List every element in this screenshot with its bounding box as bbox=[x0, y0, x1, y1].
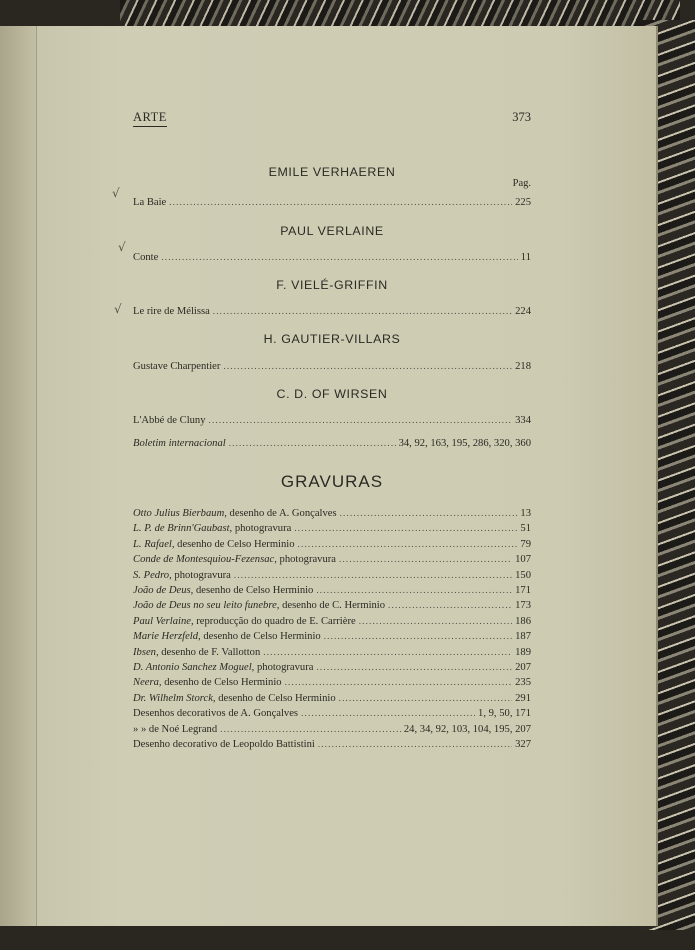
pencil-check-mark: √ bbox=[118, 240, 126, 254]
gravura-description: desenho de C. Herminio bbox=[279, 600, 386, 612]
gravura-entry bbox=[133, 552, 531, 567]
gravura-description: photogravura bbox=[276, 554, 337, 566]
gravura-entry bbox=[133, 537, 531, 552]
gravura-entry bbox=[133, 737, 531, 752]
gravura-description: desenho de Celso Herminio bbox=[215, 692, 336, 704]
gravura-subject: D. Antonio Sanchez Moguel, bbox=[133, 662, 255, 673]
toc-entry bbox=[133, 250, 531, 264]
dot-leader bbox=[223, 359, 512, 373]
gravura-page: 235 bbox=[515, 677, 531, 689]
gravura-page: 150 bbox=[515, 569, 531, 581]
author-heading: H. GAUTIER-VILLARS bbox=[263, 332, 401, 346]
gravura-subject: L. P. de Brinn'Gaubast, bbox=[133, 523, 233, 535]
pencil-check-mark: √ bbox=[114, 302, 122, 316]
gravura-entry bbox=[133, 506, 531, 521]
gravura-entry bbox=[133, 583, 531, 598]
author-heading: PAUL VERLAINE bbox=[280, 224, 384, 238]
gravura-description: photogravura bbox=[171, 569, 231, 581]
gravura-page: 171 bbox=[515, 585, 531, 596]
gravura-entry bbox=[133, 629, 531, 644]
gravura-page: 189 bbox=[515, 646, 531, 658]
dot-leader bbox=[263, 645, 512, 660]
gravura-entry bbox=[133, 706, 531, 721]
gravura-description: » » de Noé Legrand bbox=[133, 723, 218, 735]
gravura-entry bbox=[133, 722, 531, 737]
dot-leader bbox=[301, 706, 475, 721]
entry-page: 224 bbox=[515, 306, 531, 317]
entry-title: L'Abbé de Cluny bbox=[133, 415, 206, 426]
entry-title: Boletim internacional bbox=[133, 438, 226, 449]
gravura-entry bbox=[133, 521, 531, 536]
gravura-page: 79 bbox=[520, 538, 531, 550]
gravura-page: 51 bbox=[520, 523, 531, 535]
pag-column-label: Pag. bbox=[512, 178, 531, 189]
gravura-description: photogravura bbox=[254, 662, 314, 673]
gravura-page: 1, 9, 50, 171 bbox=[478, 708, 531, 720]
gravura-subject: Neera, bbox=[133, 677, 162, 689]
entry-title: Le rire de Mélissa bbox=[133, 306, 210, 317]
gravura-entry bbox=[133, 645, 531, 660]
gravura-description: desenho de Celso Herminio bbox=[193, 585, 314, 596]
gravura-page: 291 bbox=[515, 692, 531, 704]
dot-leader bbox=[340, 506, 518, 521]
gravura-subject: João de Deus no seu leito funebre, bbox=[133, 600, 280, 612]
gravura-entry bbox=[133, 568, 531, 583]
gravura-entry bbox=[133, 660, 531, 675]
running-head bbox=[133, 110, 531, 128]
gravura-page: 13 bbox=[520, 508, 531, 519]
gravura-page: 207 bbox=[515, 662, 531, 673]
toc-entry bbox=[133, 359, 531, 373]
dot-leader bbox=[213, 304, 512, 318]
gravura-page: 107 bbox=[515, 554, 531, 566]
author-heading: EMILE VERHAEREN bbox=[268, 165, 396, 179]
gravura-description: reproducção do quadro de E. Carrière bbox=[193, 615, 356, 627]
toc-entry bbox=[133, 195, 531, 209]
gravura-entry bbox=[133, 691, 531, 706]
gravura-subject: João de Deus, bbox=[133, 585, 194, 596]
dot-leader bbox=[359, 614, 512, 629]
gravura-page: 187 bbox=[515, 631, 531, 643]
entry-title: Conte bbox=[133, 252, 159, 263]
running-head-title: ARTE bbox=[133, 110, 167, 127]
dot-leader bbox=[298, 537, 518, 552]
gravura-subject: Ibsen, bbox=[133, 646, 159, 658]
entry-page: 218 bbox=[515, 361, 531, 372]
dot-leader bbox=[339, 552, 512, 567]
gravura-page: 327 bbox=[515, 739, 531, 750]
gravura-description: desenho de Celso Herminio bbox=[161, 677, 282, 689]
gravura-description: photogravura bbox=[232, 523, 292, 535]
dot-leader bbox=[169, 195, 512, 209]
dot-leader bbox=[229, 436, 396, 450]
gravura-subject: Marie Herzfeld, bbox=[133, 631, 201, 643]
gravura-subject: Dr. Wilhelm Storck, bbox=[133, 692, 216, 704]
gravura-subject: Paul Verlaine, bbox=[133, 615, 194, 627]
dot-leader bbox=[209, 413, 513, 427]
author-heading: F. VIELÉ-GRIFFIN bbox=[276, 278, 388, 292]
dot-leader bbox=[324, 629, 512, 644]
gravura-entry bbox=[133, 675, 531, 690]
dot-leader bbox=[318, 737, 512, 752]
gravura-page: 186 bbox=[515, 615, 531, 627]
dot-leader bbox=[339, 691, 512, 706]
gravura-entry bbox=[133, 598, 531, 613]
dot-leader bbox=[285, 675, 513, 690]
gravura-entry bbox=[133, 614, 531, 629]
gravura-subject: S. Pedro, bbox=[133, 569, 172, 581]
gravura-subject: Conde de Montesquiou-Fezensac, bbox=[133, 554, 277, 566]
entry-title: La Baie bbox=[133, 197, 167, 208]
entry-title: Gustave Charpentier bbox=[133, 361, 221, 372]
gravura-subject: L. Rafael, bbox=[133, 538, 175, 550]
page-number: 373 bbox=[512, 110, 531, 124]
dot-leader bbox=[294, 521, 517, 536]
gravura-description: desenho de Celso Herminio bbox=[174, 538, 295, 550]
entry-pages: 34, 92, 163, 195, 286, 320, 360 bbox=[398, 438, 531, 449]
dot-leader bbox=[316, 583, 512, 598]
gravuras-heading: GRAVURAS bbox=[280, 472, 384, 491]
toc-entry bbox=[133, 413, 531, 427]
entry-page: 225 bbox=[515, 197, 531, 208]
dot-leader bbox=[220, 722, 401, 737]
entry-page: 11 bbox=[520, 252, 531, 263]
gravura-description: desenho de A. Gonçalves bbox=[226, 508, 337, 519]
boletim-entry bbox=[133, 436, 531, 450]
dot-leader bbox=[316, 660, 512, 675]
dot-leader bbox=[388, 598, 512, 613]
page-gutter bbox=[0, 26, 37, 926]
gravura-subject: Otto Julius Bierbaum, bbox=[133, 508, 227, 519]
gravura-description: desenho de F. Vallotton bbox=[158, 646, 261, 658]
dot-leader bbox=[234, 568, 512, 583]
dot-leader bbox=[161, 250, 517, 264]
gravura-description: desenho de Celso Herminio bbox=[200, 631, 321, 643]
entry-page: 334 bbox=[515, 415, 531, 426]
gravura-description: Desenhos decorativos de A. Gonçalves bbox=[133, 708, 299, 720]
toc-entry bbox=[133, 304, 531, 318]
gravura-description: Desenho decorativo de Leopoldo Battistini bbox=[133, 739, 315, 750]
pencil-check-mark: √ bbox=[112, 186, 120, 200]
gravura-page: 173 bbox=[515, 600, 531, 612]
author-heading: C. D. OF WIRSEN bbox=[276, 387, 388, 401]
gravura-page: 24, 34, 92, 103, 104, 195, 207 bbox=[403, 723, 531, 735]
